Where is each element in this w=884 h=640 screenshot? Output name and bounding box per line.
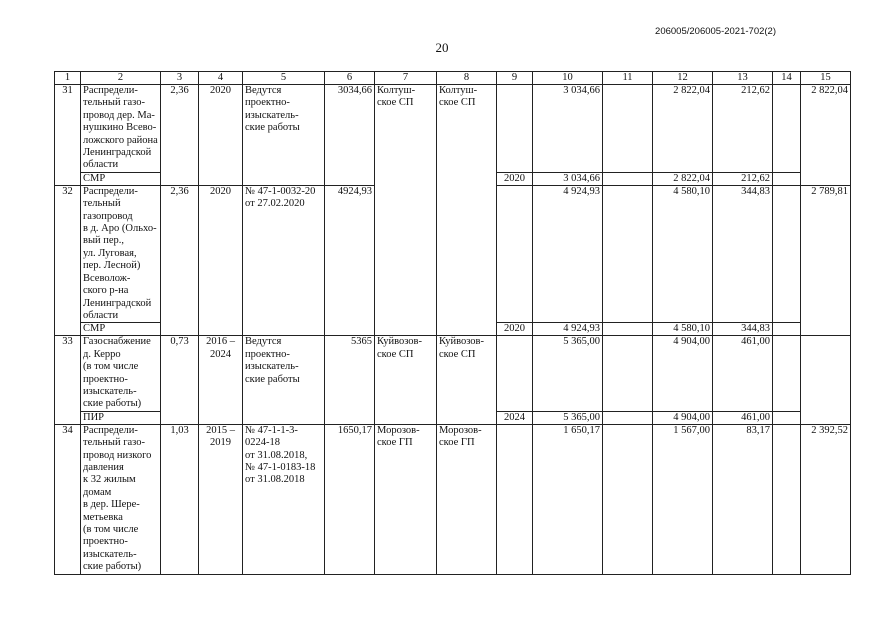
cost-cell: 5365 [325,336,375,424]
cell-c10: 4 924,93 [533,185,603,322]
cell-c14 [773,424,801,574]
cell-c13: 212,62 [713,85,773,173]
customer-cell: Морозов- ское ГП [437,424,497,574]
years-cell: 2020 [199,185,243,335]
cell-c14 [773,85,801,173]
owner-cell: Колтуш- ское СП [375,85,437,336]
page-number: 20 [435,40,449,55]
cell-c11 [603,323,653,336]
col-header: 3 [161,72,199,85]
customer-cell: Куйвозов- ское СП [437,336,497,424]
cell-c10: 3 034,66 [533,85,603,173]
col-header: 5 [243,72,325,85]
cell-c12: 1 567,00 [653,424,713,574]
data-table [54,71,851,575]
table-row [55,336,851,411]
cell-c15: 2 789,81 [801,185,851,335]
years-cell: 2015 – 2019 [199,424,243,574]
status-cell: № 47-1-0032-20 от 27.02.2020 [243,185,325,335]
cost-cell: 4924,93 [325,185,375,335]
col-header: 7 [375,72,437,85]
work-type-label: СМР [81,172,161,185]
row-number: 33 [55,336,81,424]
row-number: 34 [55,424,81,574]
object-name: Газоснабжение д. Керро (в том числе проектно- изыскатель- ские работы) [81,336,161,411]
status-cell: № 47-1-1-3- 0224-18 от 31.08.2018, № 47-1-0183-18 от 31.08.2018 [243,424,325,574]
cell-c14 [773,336,801,411]
cell-c11 [603,411,653,424]
cell-c13: 212,62 [713,172,773,185]
cell-c12: 4 904,00 [653,336,713,411]
work-type-label: СМР [81,323,161,336]
cell-c14 [773,323,801,336]
col-header: 2 [81,72,161,85]
col-header: 11 [603,72,653,85]
col-header: 6 [325,72,375,85]
cell-c9 [497,85,533,173]
length-cell: 1,03 [161,424,199,574]
object-name: Распредели- тельный газопровод в д. Аро (Ольхо- вый пер., ул. Луговая, пер. Лесной) Всеволож- ского р-на Ленинградской области [81,185,161,322]
cost-cell: 1650,17 [325,424,375,574]
cell-c11 [603,336,653,411]
document-id: 206005/206005-2021-702(2) [655,26,776,37]
object-name: Распредели- тельный газо- провод дер. Ма- нушкино Всево- ложского района Ленинградской области [81,85,161,173]
cell-c11 [603,424,653,574]
length-cell: 2,36 [161,85,199,186]
col-header: 12 [653,72,713,85]
status-cell: Ведутся проектно- изыскатель- ские работы [243,85,325,186]
cell-c12: 2 822,04 [653,172,713,185]
cell-c10: 5 365,00 [533,336,603,411]
col-header: 9 [497,72,533,85]
owner-cell: Морозов- ское ГП [375,424,437,574]
col-header: 14 [773,72,801,85]
customer-cell: Колтуш- ское СП [437,85,497,336]
cell-c13: 461,00 [713,336,773,411]
cell-c11 [603,185,653,322]
col-header: 10 [533,72,603,85]
cell-c15: 2 822,04 [801,85,851,186]
cell-c10: 5 365,00 [533,411,603,424]
object-name: Распредели- тельный газо- провод низкого давления к 32 жилым домам в дер. Шере- метьевка (в том числе проектно- изыскатель- ские работы) [81,424,161,574]
length-cell: 0,73 [161,336,199,424]
cell-c9: 2024 [497,411,533,424]
cell-c12: 4 904,00 [653,411,713,424]
cell-c12: 4 580,10 [653,185,713,322]
years-cell: 2016 – 2024 [199,336,243,424]
length-cell: 2,36 [161,185,199,335]
cell-c9: 2020 [497,172,533,185]
cell-c13: 344,83 [713,185,773,322]
table-header-row [55,72,851,85]
cell-c14 [773,411,801,424]
years-cell: 2020 [199,85,243,186]
cell-c11 [603,85,653,173]
cell-c13: 461,00 [713,411,773,424]
row-number: 32 [55,185,81,335]
col-header: 15 [801,72,851,85]
cell-c10: 1 650,17 [533,424,603,574]
cell-c9 [497,424,533,574]
status-cell: Ведутся проектно- изыскатель- ские работы [243,336,325,424]
cell-c15: 2 392,52 [801,424,851,574]
cost-cell: 3034,66 [325,85,375,186]
cell-c12: 4 580,10 [653,323,713,336]
cell-c11 [603,172,653,185]
work-type-label: ПИР [81,411,161,424]
cell-c9: 2020 [497,323,533,336]
cell-c12: 2 822,04 [653,85,713,173]
row-number: 31 [55,85,81,186]
cell-c10: 4 924,93 [533,323,603,336]
cell-c10: 3 034,66 [533,172,603,185]
col-header: 8 [437,72,497,85]
col-header: 13 [713,72,773,85]
col-header: 4 [199,72,243,85]
table-row [55,424,851,574]
cell-c14 [773,185,801,322]
cell-c9 [497,336,533,411]
cell-c13: 83,17 [713,424,773,574]
owner-cell: Куйвозов- ское СП [375,336,437,424]
cell-c9 [497,185,533,322]
col-header: 1 [55,72,81,85]
table-row [55,85,851,173]
cell-c15 [801,336,851,424]
cell-c13: 344,83 [713,323,773,336]
cell-c14 [773,172,801,185]
